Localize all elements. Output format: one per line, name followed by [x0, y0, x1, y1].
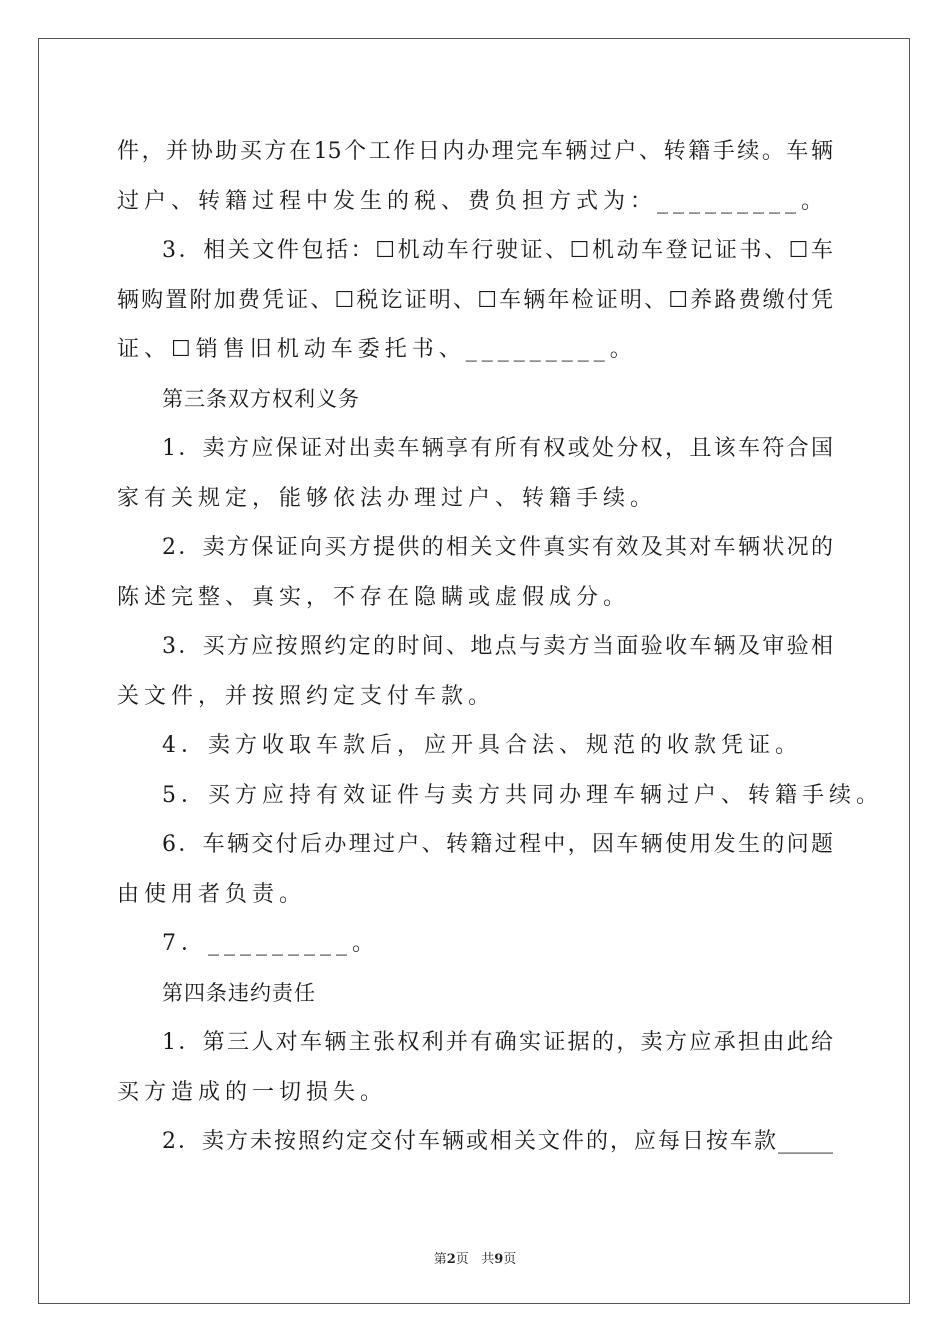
text-line: 3．买方应按照约定的时间、地点与卖方当面验收车辆及审验相 — [162, 634, 833, 659]
text-line: 过户、转籍过程中发生的税、费负担方式为：_________。 — [117, 188, 829, 214]
text-line: 辆购置附加费凭证、☐税讫证明、☐车辆年检证明、☐养路费缴付凭 — [117, 287, 833, 313]
text-line: 件，并协助买方在15个工作日内办理完车辆过户、转籍手续。车辆 — [117, 139, 833, 164]
text-line: 陈述完整、真实，不存在隐瞒或虚假成分。 — [117, 584, 631, 610]
document-body — [117, 127, 883, 1167]
total-prefix: 共 — [481, 1252, 495, 1267]
page-prefix: 第 — [433, 1252, 447, 1267]
text-line: 买方造成的一切损失。 — [117, 1079, 388, 1105]
current-page-number: 2 — [446, 1252, 456, 1267]
text-line: 4．卖方收取车款后，应开具合法、规范的收款凭证。 — [162, 733, 802, 758]
text-line: 证、☐销售旧机动车委托书、_________。 — [117, 337, 637, 362]
text-line: 1．第三人对车辆主张权利并有确实证据的，卖方应承担由此给 — [162, 1030, 833, 1055]
section-heading: 第四条违约责任 — [162, 980, 316, 1005]
text-line: 2．卖方未按照约定交付车辆或相关文件的，应每日按车款_____ — [162, 1129, 833, 1154]
text-line: 6．车辆交付后办理过户、转籍过程中，因车辆使用发生的问题 — [162, 832, 833, 857]
total-page-number: 9 — [494, 1252, 504, 1267]
text-line: 由使用者负责。 — [117, 881, 307, 907]
page-footer — [0, 1248, 950, 1267]
text-line: 3．相关文件包括：☐机动车行驶证、☐机动车登记证书、☐车 — [162, 238, 833, 263]
section-heading: 第三条双方权利义务 — [162, 386, 360, 411]
text-line: 家有关规定，能够依法办理过户、转籍手续。 — [117, 485, 658, 511]
text-line: 7．_________。 — [162, 931, 379, 956]
page-suffix: 页 — [455, 1252, 469, 1267]
text-line: 5．买方应持有效证件与卖方共同办理车辆过户、转籍手续。 — [162, 782, 883, 808]
total-suffix: 页 — [503, 1252, 517, 1267]
text-line: 2．卖方保证向买方提供的相关文件真实有效及其对车辆状况的 — [162, 535, 833, 560]
text-line: 1．卖方应保证对出卖车辆享有所有权或处分权，且该车符合国 — [162, 436, 833, 461]
text-line: 关文件，并按照约定支付车款。 — [117, 683, 496, 709]
